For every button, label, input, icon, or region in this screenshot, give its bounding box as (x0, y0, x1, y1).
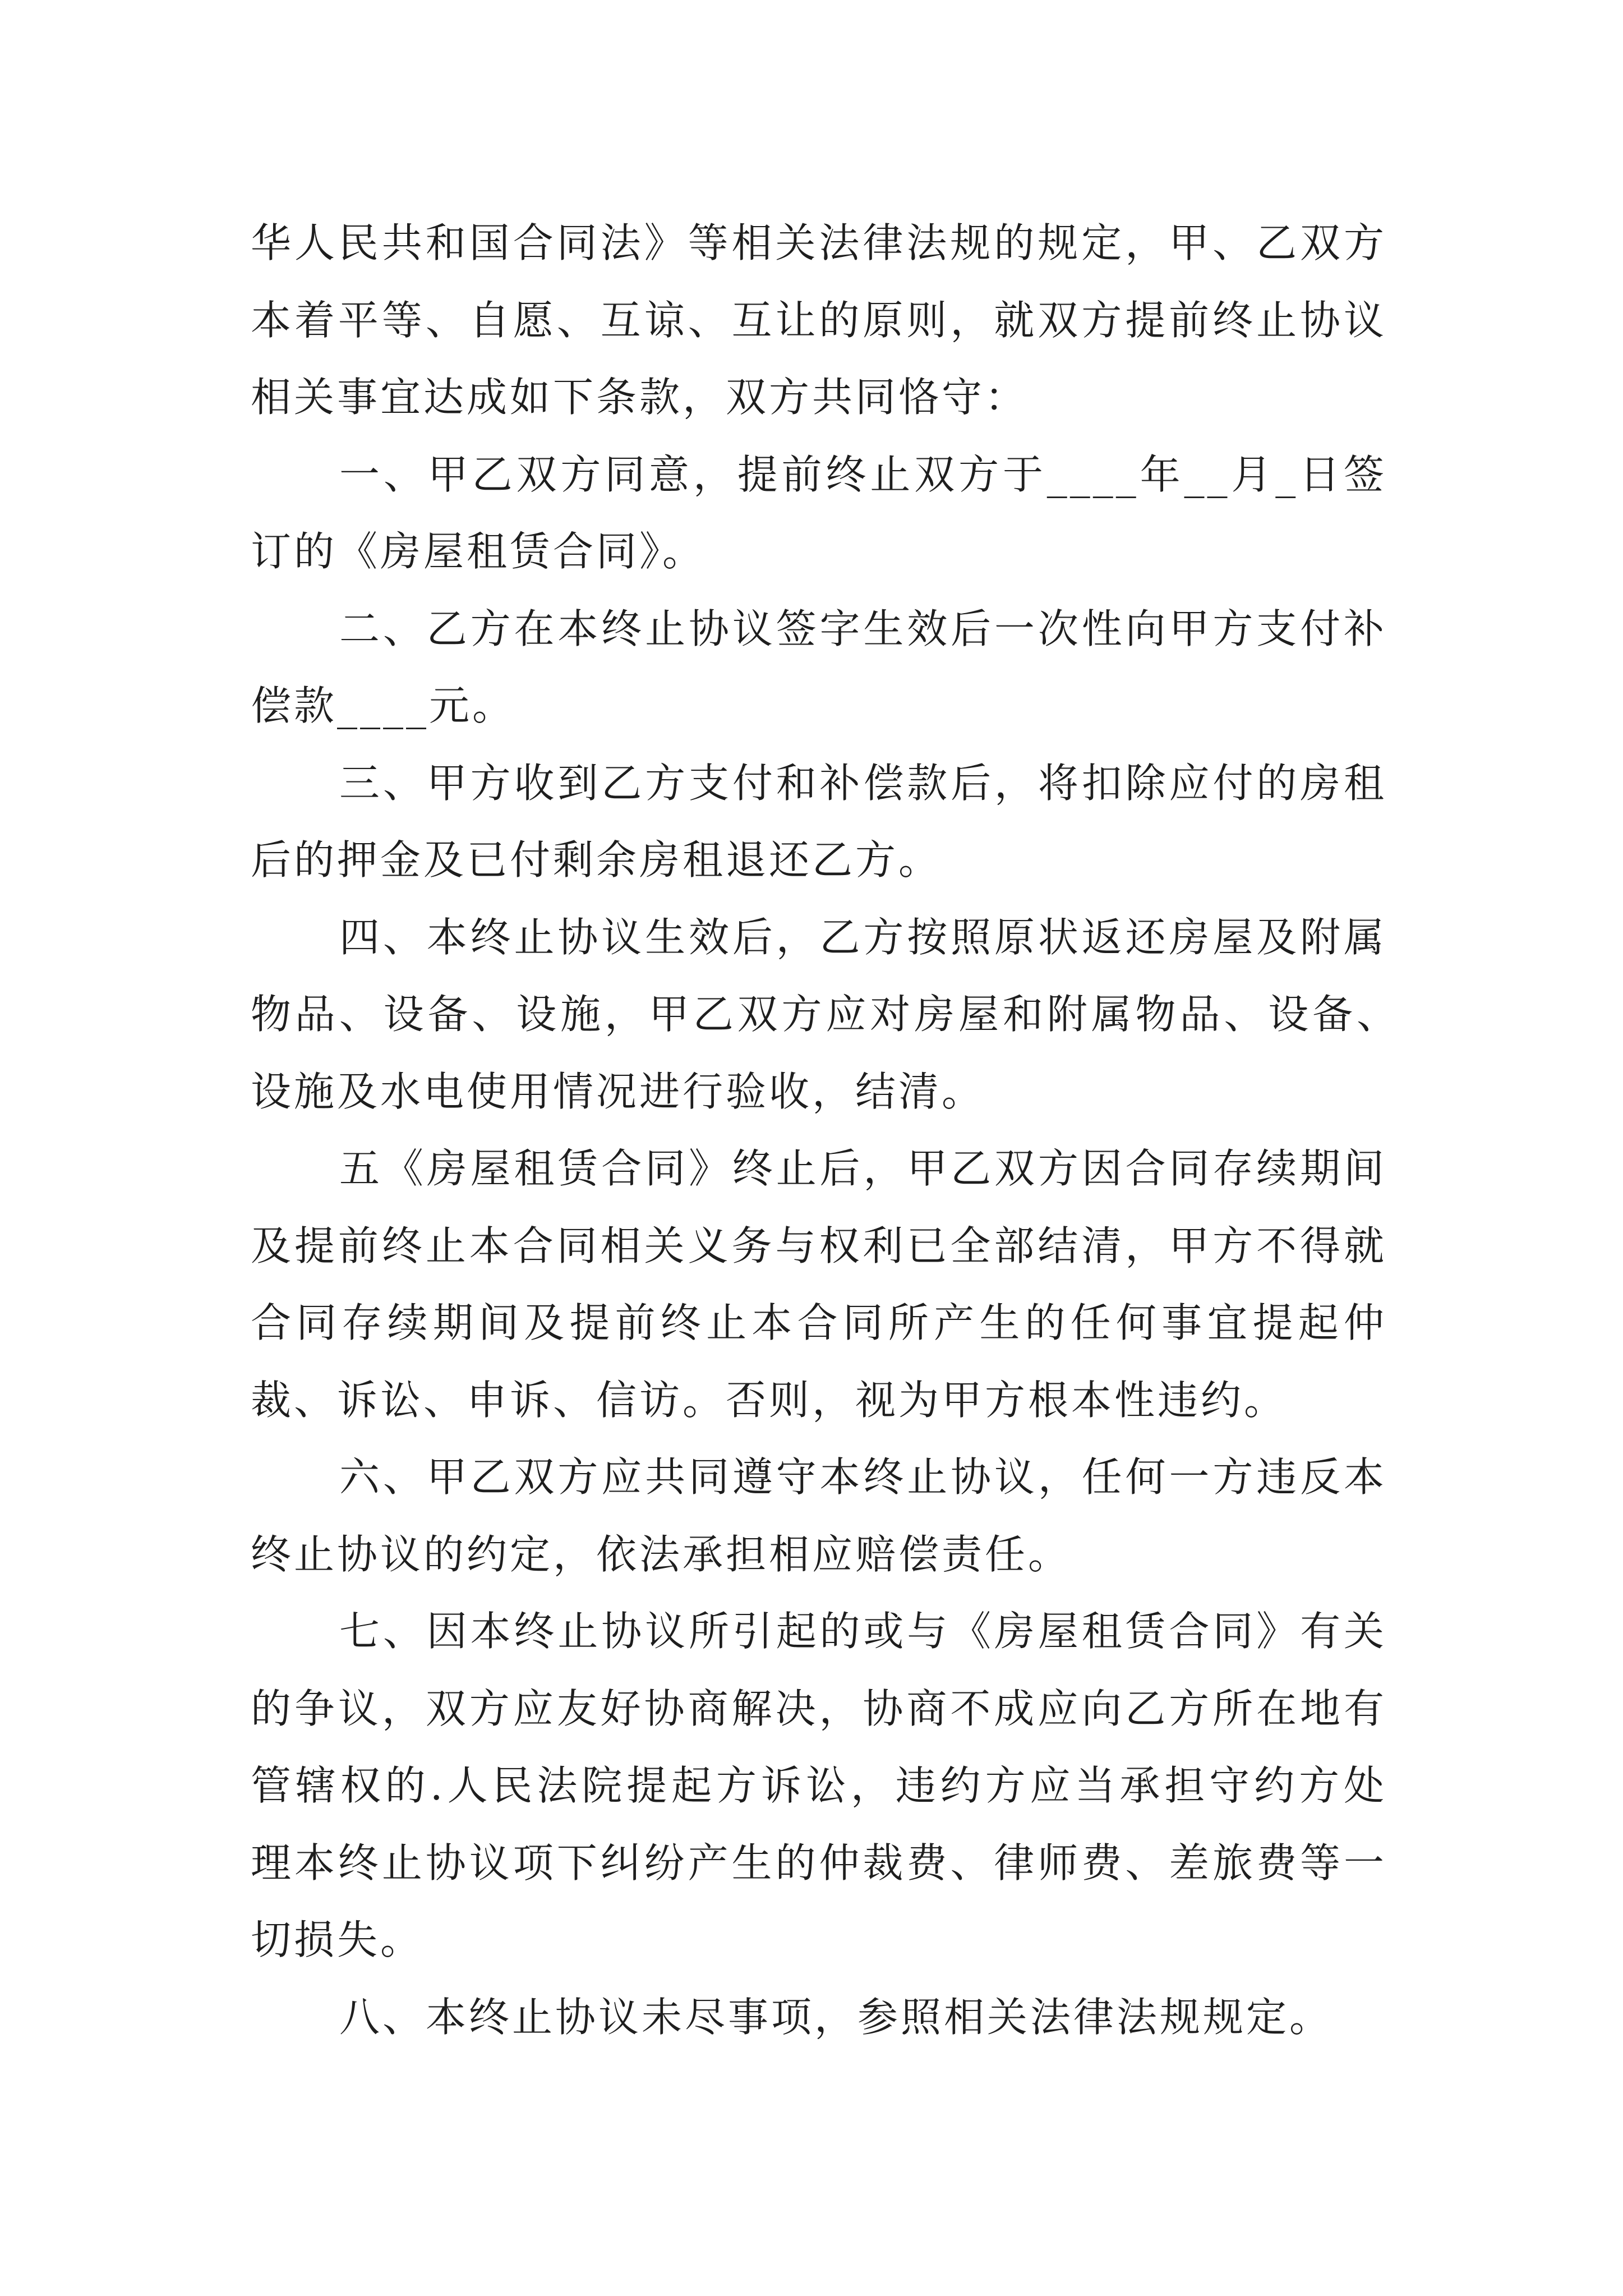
paragraph-line: 理本终止协议项下纠纷产生的仲裁费、律师费、差旅费等一 (251, 1839, 1387, 1887)
paragraph-line: 合同存续期间及提前终止本合同所产生的任何事宜提起仲 (251, 1299, 1387, 1346)
paragraph-line: 管辖权的.人民法院提起方诉讼，违约方应当承担守约方处 (251, 1762, 1387, 1809)
paragraph-line: 终止协议的约定，依法承担相应赔偿责任。 (251, 1530, 1072, 1578)
paragraph-line: 四、本终止协议生效后，乙方按照原状返还房屋及附属 (339, 913, 1387, 961)
paragraph-line: 偿款____元。 (251, 682, 516, 729)
paragraph-line: 华人民共和国合同法》等相关法律法规的规定，甲、乙双方 (251, 219, 1387, 266)
paragraph-line: 物品、设备、设施，甲乙双方应对房屋和附属物品、设备、 (251, 991, 1399, 1038)
paragraph-line: 设施及水电使用情况进行验收，结清。 (251, 1068, 985, 1115)
paragraph-line: 裁、诉讼、申诉、信访。否则，视为甲方根本性违约。 (251, 1376, 1288, 1424)
document-body (251, 205, 1399, 2056)
paragraph-line: 七、因本终止协议所引起的或与《房屋租赁合同》有关 (339, 1608, 1387, 1655)
paragraph-line: 五《房屋租赁合同》终止后，甲乙双方因合同存续期间 (339, 1145, 1387, 1192)
paragraph-line: 二、乙方在本终止协议签字生效后一次性向甲方支付补 (339, 605, 1387, 652)
clause-paragraph-2 (251, 591, 1387, 745)
clause-paragraph-7 (251, 1593, 1387, 1979)
clause-paragraph-8 (251, 1979, 1387, 2056)
clause-paragraph-3 (251, 745, 1387, 899)
paragraph-line: 后的押金及已付剩余房租退还乙方。 (251, 836, 942, 884)
paragraph-line: 订的《房屋租赁合同》。 (251, 528, 706, 575)
paragraph-line: 本着平等、自愿、互谅、互让的原则，就双方提前终止协议 (251, 296, 1387, 344)
paragraph-line: 八、本终止协议未尽事项，参照相关法律法规规定。 (339, 1993, 1333, 2041)
paragraph-line: 的争议，双方应友好协商解决，协商不成应向乙方所在地有 (251, 1685, 1387, 1732)
paragraph-line: 及提前终止本合同相关义务与权利已全部结清，甲方不得就 (251, 1222, 1387, 1269)
paragraph-line: 切损失。 (251, 1916, 424, 1963)
clause-paragraph-1 (251, 436, 1387, 591)
paragraph-line: 六、甲乙双方应共同遵守本终止协议，任何一方违反本 (339, 1453, 1387, 1501)
paragraph-line: 一、甲乙双方同意，提前终止双方于____年__月_日签 (339, 450, 1387, 498)
clause-paragraph-6 (251, 1439, 1387, 1593)
preamble-paragraph (251, 205, 1387, 436)
clause-paragraph-4 (251, 899, 1399, 1131)
clause-paragraph-5 (251, 1130, 1387, 1439)
paragraph-line: 相关事宜达成如下条款，双方共同恪守： (251, 374, 1029, 421)
paragraph-line: 三、甲方收到乙方支付和补偿款后，将扣除应付的房租 (339, 759, 1387, 807)
